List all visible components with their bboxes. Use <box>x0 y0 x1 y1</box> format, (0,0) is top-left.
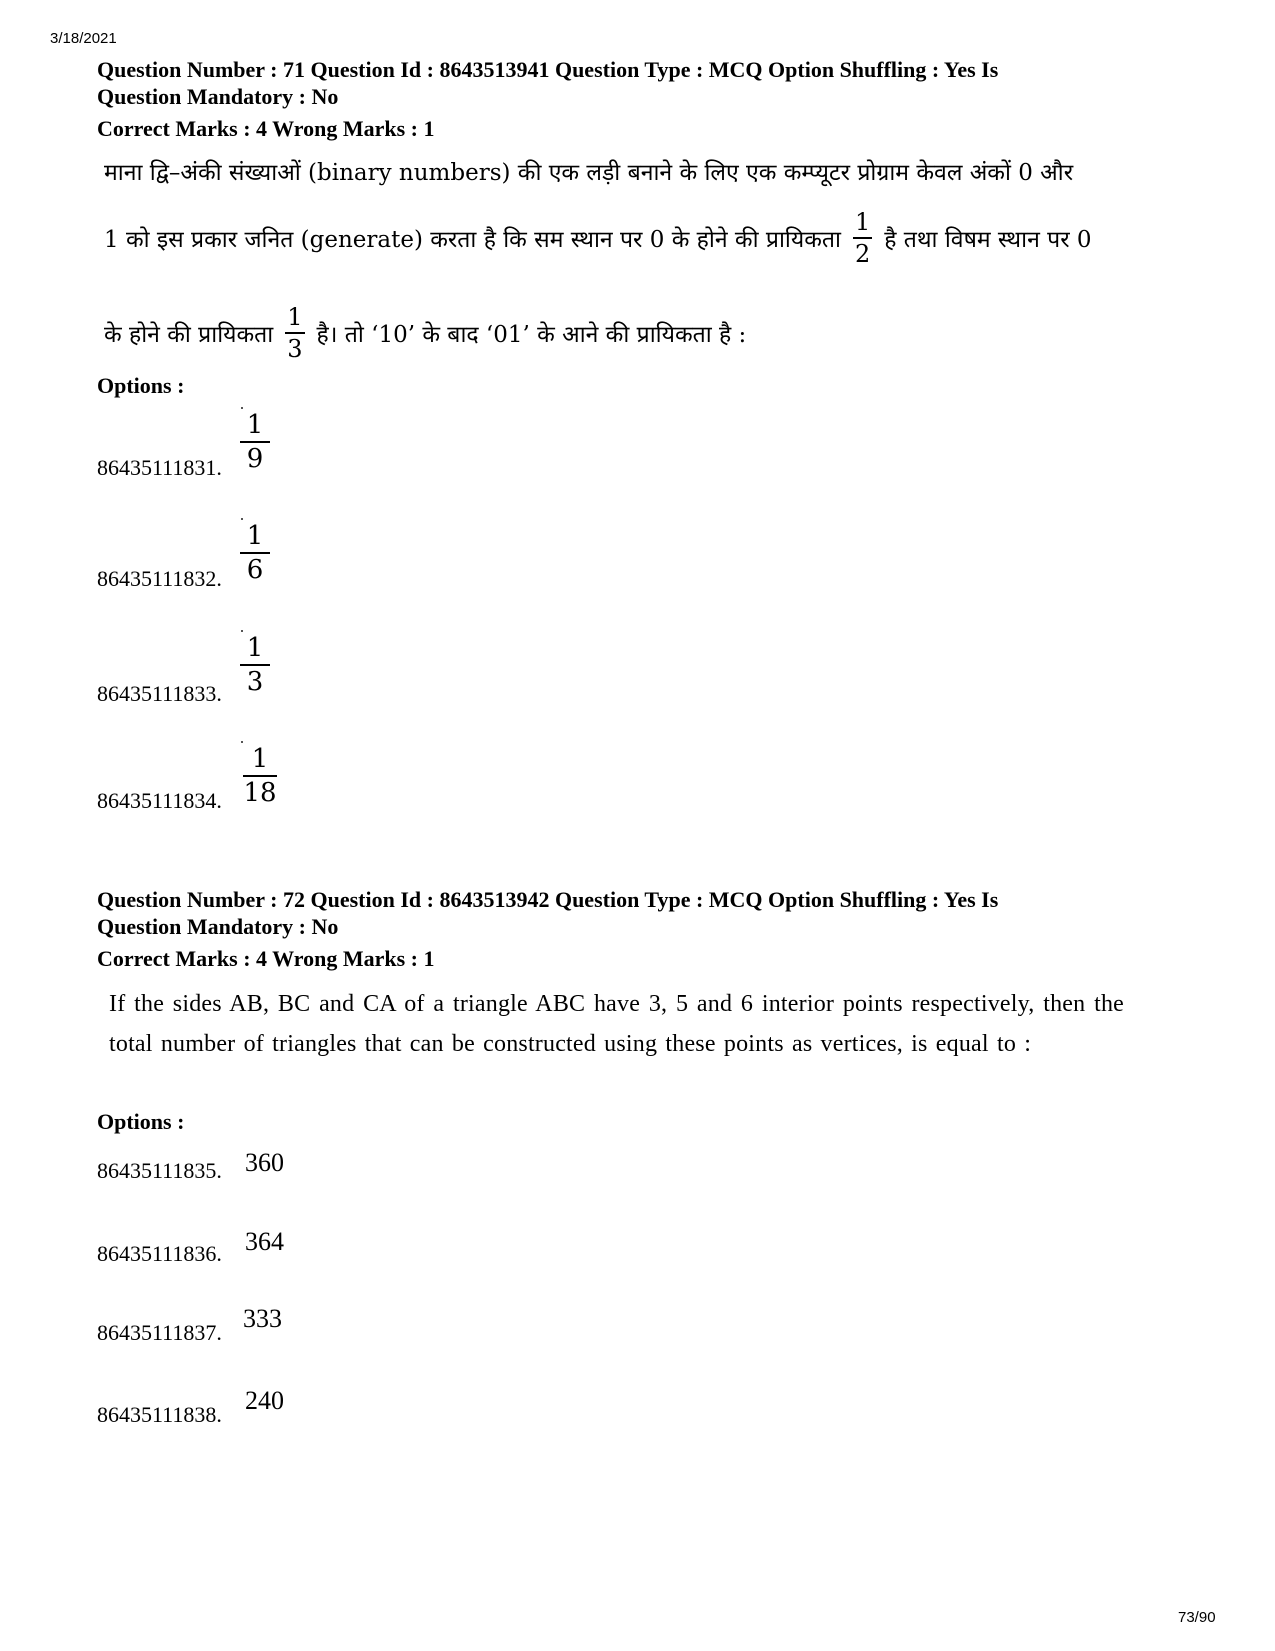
question-71-text-line2 <box>104 210 1092 266</box>
fraction-bar <box>285 332 304 334</box>
fraction-denominator: 9 <box>246 444 264 474</box>
fraction-denominator: 3 <box>246 667 264 697</box>
question-71-marks: Correct Marks : 4 Wrong Marks : 1 <box>97 116 435 141</box>
option-value: 360 <box>245 1148 284 1177</box>
option-value: 364 <box>245 1227 284 1256</box>
question-72-meta-line1: Question Number : 72 Question Id : 8643513942 Question Type : MCQ Option Shuffling : Yes Is <box>97 887 999 912</box>
question-71-options-label: Options : <box>97 373 185 398</box>
question-71-meta-line2: Question Mandatory : No <box>97 84 339 109</box>
fraction-denominator: 3 <box>287 335 303 363</box>
option-marker <box>241 518 243 520</box>
fraction-numerator: 1 <box>246 521 264 551</box>
option-fraction <box>243 746 277 806</box>
option-value: 333 <box>243 1304 282 1333</box>
fraction-numerator: 1 <box>246 410 264 440</box>
fraction-bar <box>240 441 270 443</box>
fraction-numerator: 1 <box>287 303 303 331</box>
page-number: 73/90 <box>1178 1609 1216 1626</box>
print-date: 3/18/2021 <box>50 30 117 47</box>
fraction-numerator: 1 <box>854 208 871 236</box>
fraction-denominator: 2 <box>854 240 871 268</box>
fraction-bar <box>240 664 270 666</box>
question-71-text-line2-end: है तथा विषम स्थान पर 0 <box>884 227 1092 253</box>
fraction-bar <box>243 775 277 777</box>
option-fraction <box>240 412 270 472</box>
option-id: 86435111832. <box>97 566 222 591</box>
fraction-denominator: 18 <box>243 778 277 808</box>
question-71-meta-line1: Question Number : 71 Question Id : 8643513941 Question Type : MCQ Option Shuffling : Yes Is <box>97 57 999 82</box>
fraction-bar <box>853 237 872 239</box>
question-71-text-line3 <box>104 305 746 361</box>
fraction-numerator: 1 <box>246 633 264 663</box>
question-71-text-line3-start: के होने की प्रायिकता <box>104 322 274 348</box>
fraction-one-third <box>285 305 304 361</box>
option-id: 86435111836. <box>97 1241 222 1266</box>
option-marker <box>241 630 243 632</box>
option-fraction <box>240 523 270 583</box>
fraction-one-half <box>853 210 872 266</box>
option-marker <box>241 741 243 743</box>
question-72-options-label: Options : <box>97 1109 185 1134</box>
option-id: 86435111834. <box>97 788 222 813</box>
question-72-meta-line2: Question Mandatory : No <box>97 914 339 939</box>
option-marker <box>241 407 243 409</box>
question-72-marks: Correct Marks : 4 Wrong Marks : 1 <box>97 946 435 971</box>
option-id: 86435111837. <box>97 1320 222 1345</box>
question-71-text-line2-start: 1 को इस प्रकार जनित (generate) करता है कि सम स्थान पर 0 के होने की प्रायिकता <box>104 227 841 253</box>
option-id: 86435111838. <box>97 1402 222 1427</box>
question-71-text-line3-end: है। तो ‘10’ के बाद ‘01’ के आने की प्रायिकता है : <box>316 322 747 348</box>
option-id: 86435111833. <box>97 681 222 706</box>
fraction-bar <box>240 552 270 554</box>
option-id: 86435111835. <box>97 1158 222 1183</box>
option-id: 86435111831. <box>97 455 222 480</box>
fraction-numerator: 1 <box>251 744 269 774</box>
fraction-denominator: 6 <box>246 555 264 585</box>
option-fraction <box>240 635 270 695</box>
question-72-text: If the sides AB, BC and CA of a triangle ABC have 3, 5 and 6 interior points respectively, then the total number of triangles that can be constructed using these points as vertices, is equal to : <box>109 991 1124 1057</box>
option-value: 240 <box>245 1386 284 1415</box>
question-71-text-line1: माना द्वि–अंकी संख्याओं (binary numbers) की एक लड़ी बनाने के लिए एक कम्प्यूटर प्रोग्राम केवल अंकों 0 और <box>104 160 1074 186</box>
